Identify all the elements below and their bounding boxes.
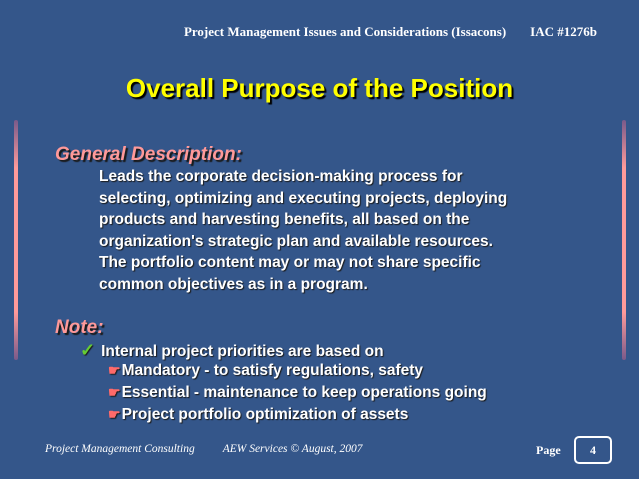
footer-company: Project Management Consulting	[45, 443, 195, 455]
left-decorative-bar	[14, 120, 18, 360]
description-line: common objectives as in a program.	[99, 275, 368, 293]
sub-bullet-text: Essential - maintenance to keep operations going	[121, 384, 487, 401]
description-line: organization's strategic plan and available resources.	[99, 232, 493, 250]
description-line: selecting, optimizing and executing projects, deploying	[99, 189, 508, 207]
description-line: products and harvesting benefits, all based on the	[99, 211, 470, 228]
sub-bullet-portfolio	[108, 406, 408, 424]
header-reference: IAC #1276b	[530, 24, 597, 39]
general-description-heading: General Description:	[55, 144, 242, 165]
slide-header	[184, 24, 597, 40]
right-decorative-bar	[622, 120, 626, 360]
check-mark-icon: ✓	[80, 340, 96, 360]
sub-bullet-mandatory	[108, 362, 423, 380]
pointing-hand-icon: ☛	[108, 362, 121, 378]
footer-credits	[45, 443, 363, 455]
note-main-bullet	[80, 340, 384, 361]
footer-services: AEW Services © August, 2007	[222, 443, 363, 455]
page-label: Page	[536, 443, 561, 457]
sub-bullet-text: Mandatory - to satisfy regulations, safety	[121, 362, 424, 379]
header-title: Project Management Issues and Considerations (Issacons)	[183, 24, 507, 39]
sub-bullet-text: Project portfolio optimization of assets	[121, 406, 409, 423]
general-description-text	[99, 166, 599, 295]
description-line: The portfolio content may or may not share specific	[99, 254, 481, 271]
page-number-box: 4	[574, 436, 612, 464]
description-line: Leads the corporate decision-making process for	[99, 168, 463, 185]
slide-title: Overall Purpose of the Position	[125, 73, 514, 103]
main-bullet-text: Internal project priorities are based on	[101, 343, 384, 360]
pointing-hand-icon: ☛	[108, 406, 121, 422]
note-heading: Note:	[55, 317, 104, 338]
pointing-hand-icon: ☛	[108, 384, 121, 400]
sub-bullet-essential	[108, 384, 487, 402]
